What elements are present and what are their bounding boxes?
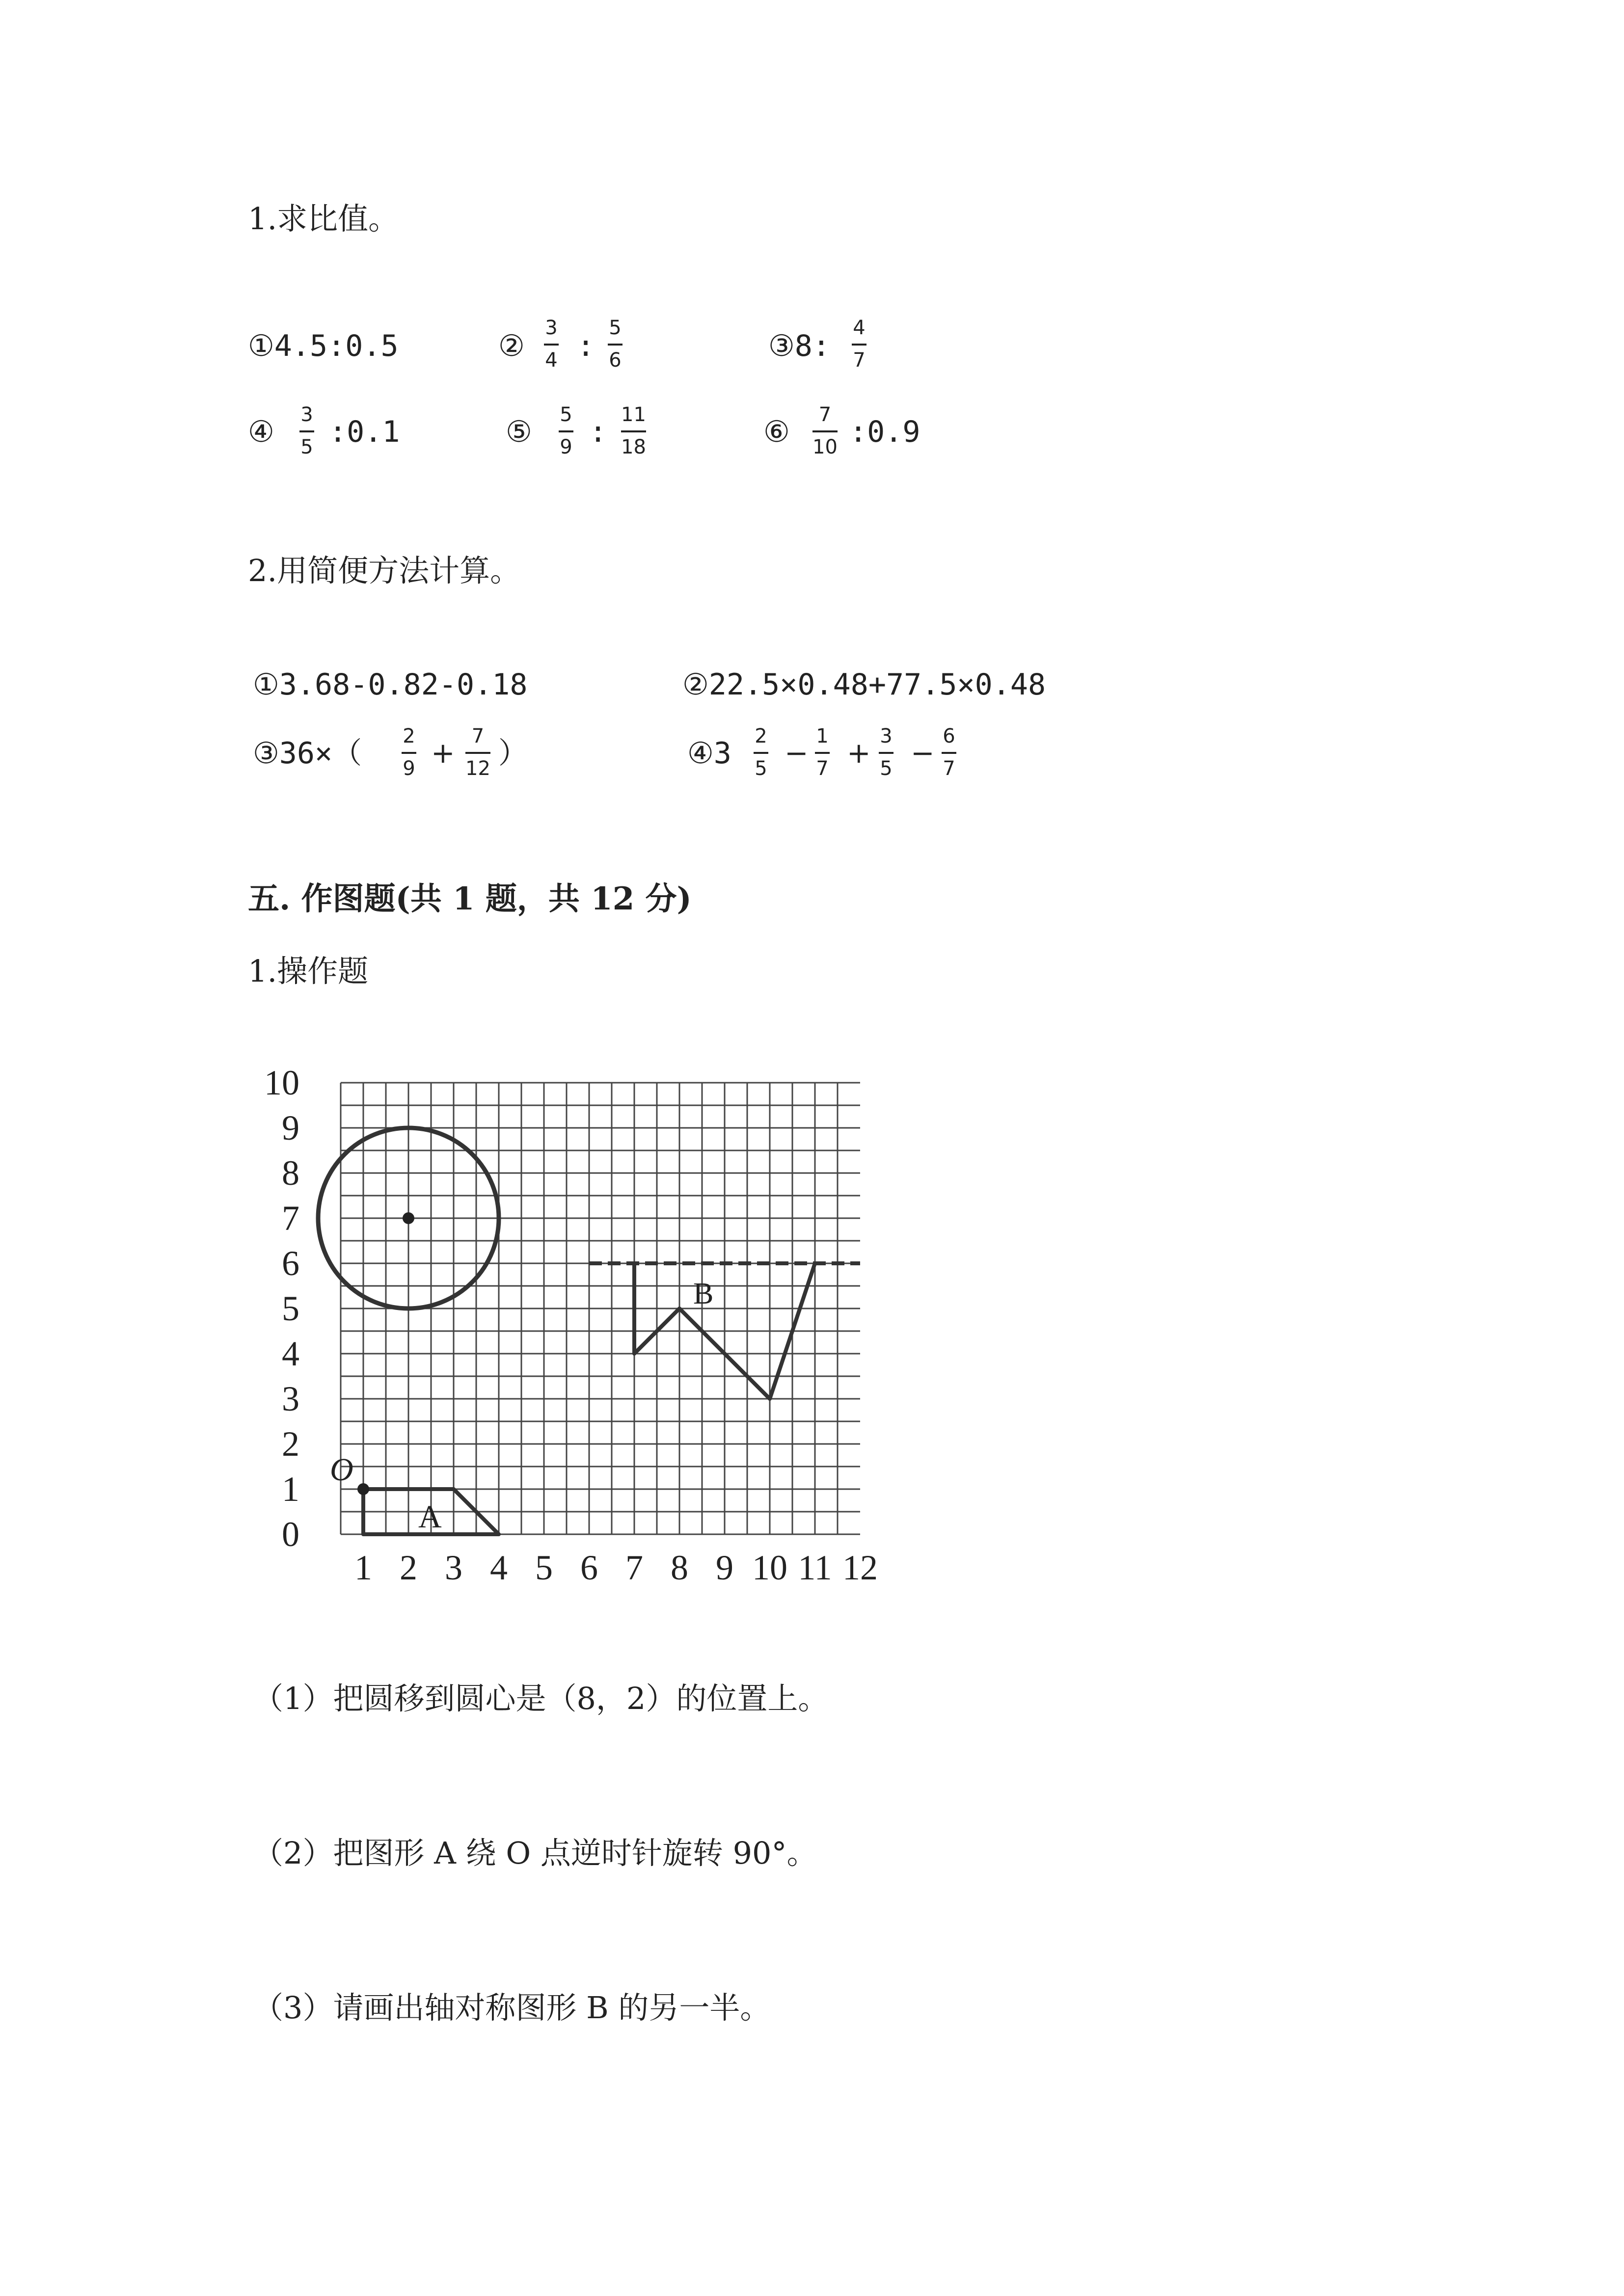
x-tick-label: 10	[752, 1548, 787, 1587]
numerator: 11	[621, 403, 646, 426]
x-tick-label: 6	[580, 1548, 598, 1587]
y-tick-label: 2	[282, 1424, 299, 1464]
numerator: 2	[403, 725, 415, 748]
x-tick-label: 9	[716, 1548, 733, 1587]
y-tick-label: 7	[282, 1199, 299, 1238]
x-tick-label: 1	[354, 1548, 372, 1587]
ratio-prefix: 8:	[794, 329, 831, 363]
denominator: 10	[812, 436, 838, 458]
shape-a-label: A	[418, 1499, 442, 1535]
y-tick-label: 10	[264, 1063, 299, 1102]
instruction-1: （1）把圆移到圆心是（8，2）的位置上。	[253, 1681, 829, 1716]
numerator: 3	[545, 317, 558, 339]
q1-item-4-mark: ④	[248, 415, 274, 449]
q2-item-4-op2: +	[847, 736, 871, 770]
y-tick-label: 6	[282, 1244, 299, 1283]
x-tick-label: 3	[445, 1548, 462, 1587]
numerator: 5	[560, 403, 572, 426]
denominator: 5	[300, 436, 313, 458]
q2-item-1: ①3.68-0.82-0.18	[253, 667, 528, 702]
x-tick-label: 2	[400, 1548, 417, 1587]
denominator: 12	[465, 757, 490, 780]
y-tick-label: 8	[282, 1153, 299, 1193]
q2-item-3-post: ）	[498, 736, 528, 771]
x-tick-label: 8	[671, 1548, 688, 1587]
q1-item-6-post: :0.9	[849, 415, 920, 449]
ratio-expression: 4.5:0.5	[274, 329, 399, 363]
numerator: 7	[471, 725, 485, 748]
x-axis-labels	[354, 1548, 878, 1587]
denominator: 5	[880, 757, 893, 780]
x-tick-label: 7	[625, 1548, 643, 1587]
numerator: 2	[755, 725, 767, 748]
denominator: 9	[560, 436, 572, 458]
q1-item-5-sep: :	[589, 415, 607, 449]
q1-item-5-mark: ⑤	[506, 415, 532, 449]
y-tick-label: 3	[282, 1379, 299, 1418]
instruction-2: （2）把图形 A 绕 O 点逆时针旋转 90°。	[253, 1835, 817, 1871]
item-mark: ①	[248, 329, 274, 363]
q1-item-2-sep: :	[577, 329, 595, 363]
q2-item-4-op3: −	[911, 736, 935, 770]
q2-item-3-pre: ③36×（	[253, 736, 362, 771]
q2-item-3-op: +	[431, 736, 455, 770]
point-o-label: O	[330, 1452, 353, 1488]
circle-center-dot	[403, 1212, 414, 1224]
x-tick-label: 11	[798, 1548, 832, 1587]
y-tick-label: 9	[282, 1108, 299, 1148]
numerator: 3	[300, 403, 313, 426]
shape-b-label: B	[693, 1277, 714, 1310]
q1-item-6-mark: ⑥	[763, 415, 790, 449]
y-tick-label: 5	[282, 1289, 299, 1328]
y-axis-labels	[264, 1063, 299, 1554]
denominator: 5	[755, 757, 767, 780]
denominator: 18	[621, 436, 646, 458]
denominator: 9	[403, 757, 415, 780]
numerator: 4	[853, 317, 866, 339]
y-tick-label: 4	[282, 1334, 299, 1373]
numerator: 1	[816, 725, 829, 748]
q2-item-2: ②22.5×0.48+77.5×0.48	[682, 667, 1046, 702]
x-tick-label: 12	[842, 1548, 878, 1587]
numerator: 5	[609, 317, 622, 339]
numerator: 3	[880, 725, 893, 748]
numerator: 7	[818, 403, 832, 426]
operation-question-title: 1.操作题	[248, 953, 369, 989]
x-tick-label: 4	[490, 1548, 508, 1587]
q2-item-4-pre: ④3	[687, 736, 731, 771]
q2-title: 2.用简便方法计算。	[248, 553, 521, 588]
q1-item-4-post: :0.1	[329, 415, 400, 449]
instruction-3: （3）请画出轴对称图形 B 的另一半。	[253, 1990, 771, 2026]
point-o-dot	[357, 1483, 369, 1495]
denominator: 7	[816, 757, 829, 780]
item-mark: ③	[768, 329, 795, 363]
section-heading: 五. 作图题(共 1 题，共 12 分)	[248, 881, 692, 917]
q1-item-2-mark: ②	[498, 329, 525, 363]
denominator: 6	[609, 349, 622, 372]
y-tick-label: 0	[282, 1515, 299, 1554]
x-tick-label: 5	[535, 1548, 553, 1587]
q1-title: 1.求比值。	[248, 201, 399, 237]
denominator: 4	[545, 349, 558, 372]
y-tick-label: 1	[282, 1469, 299, 1509]
denominator: 7	[853, 349, 866, 372]
numerator: 6	[943, 725, 955, 748]
q2-item-4-op1: −	[785, 736, 809, 770]
denominator: 7	[943, 757, 955, 780]
